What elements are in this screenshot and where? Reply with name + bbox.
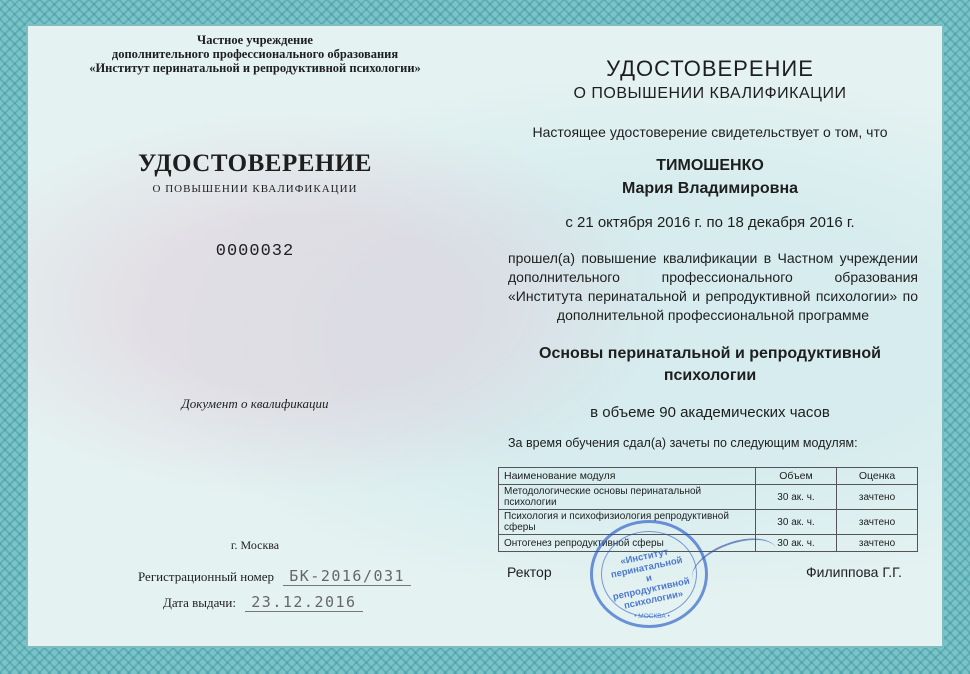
modules-table-header [499, 468, 918, 485]
module-volume: 30 ак. ч. [756, 485, 837, 510]
module-grade: зачтено [837, 485, 918, 510]
table-row [499, 535, 918, 552]
signer-name: Филиппова Г.Г. [806, 564, 902, 580]
attests-text: Настоящее удостоверение свидетельствует о том, что [532, 124, 888, 140]
issue-date: 23.12.2016 [245, 593, 362, 612]
certificate-number: 0000032 [215, 242, 295, 261]
module-volume: 30 ак. ч. [756, 535, 837, 552]
training-description: прошел(а) повышение квалификации в Частном учреждении дополнительного профессионального образования «Института перинатальной и репродуктивной психологии» по дополнительной профессиональной программе [508, 250, 918, 323]
training-period: с 21 октября 2016 г. по 18 декабря 2016 г. [565, 214, 855, 231]
institute-stamp [590, 520, 708, 628]
column-header-grade: Оценка [837, 468, 918, 485]
program-title-line-1: Основы перинатальной и репродуктивной [539, 345, 881, 362]
program-title [490, 343, 930, 387]
issue-date-row [163, 593, 363, 612]
city: г. Москва [230, 538, 280, 552]
program-title-line-2: психологии [663, 367, 757, 384]
modules-table [498, 467, 918, 552]
program-hours: в объеме 90 академических часов [590, 404, 830, 421]
right-title: УДОСТОВЕРЕНИЕ [606, 56, 814, 81]
holder-surname: ТИМОШЕНКО [656, 157, 764, 174]
module-volume: 30 ак. ч. [756, 510, 837, 535]
stamp-text: «Институт перинатальной и репродуктивной психологии» [609, 546, 691, 612]
registration-row [138, 567, 411, 586]
organization-line-2: дополнительного профессионального образования [111, 47, 399, 61]
left-title: УДОСТОВЕРЕНИЕ [138, 150, 372, 177]
registration-label: Регистрационный номер [138, 569, 274, 584]
right-subtitle: О ПОВЫШЕНИИ КВАЛИФИКАЦИИ [573, 85, 847, 102]
column-header-module: Наименование модуля [499, 468, 756, 485]
organization-line-1: Частное учреждение [197, 33, 313, 47]
module-name: Онтогенез репродуктивной сферы [499, 535, 756, 552]
issue-date-label: Дата выдачи: [163, 595, 237, 610]
holder-name: Мария Владимировна [621, 180, 799, 197]
table-row [499, 485, 918, 510]
organization-line-3: «Институт перинатальной и репродуктивной психологии» [89, 61, 421, 75]
organization-header [60, 33, 450, 75]
left-subtitle: О ПОВЫШЕНИИ КВАЛИФИКАЦИИ [152, 183, 358, 195]
certificate-inner-field [26, 24, 944, 648]
registration-number: БК-2016/031 [283, 567, 411, 586]
table-row [499, 510, 918, 535]
modules-intro: За время обучения сдал(а) зачеты по следующим модулям: [508, 436, 858, 450]
column-header-volume: Объем [756, 468, 837, 485]
module-grade: зачтено [837, 510, 918, 535]
module-name: Психология и психофизиология репродуктивной сферы [499, 510, 756, 535]
stamp-city: • МОСКВА • [634, 613, 670, 620]
document-label: Документ о квалификации [181, 396, 329, 411]
rector-label: Ректор [507, 564, 552, 580]
module-name: Методологические основы перинатальной психологии [499, 485, 756, 510]
module-grade: зачтено [837, 535, 918, 552]
